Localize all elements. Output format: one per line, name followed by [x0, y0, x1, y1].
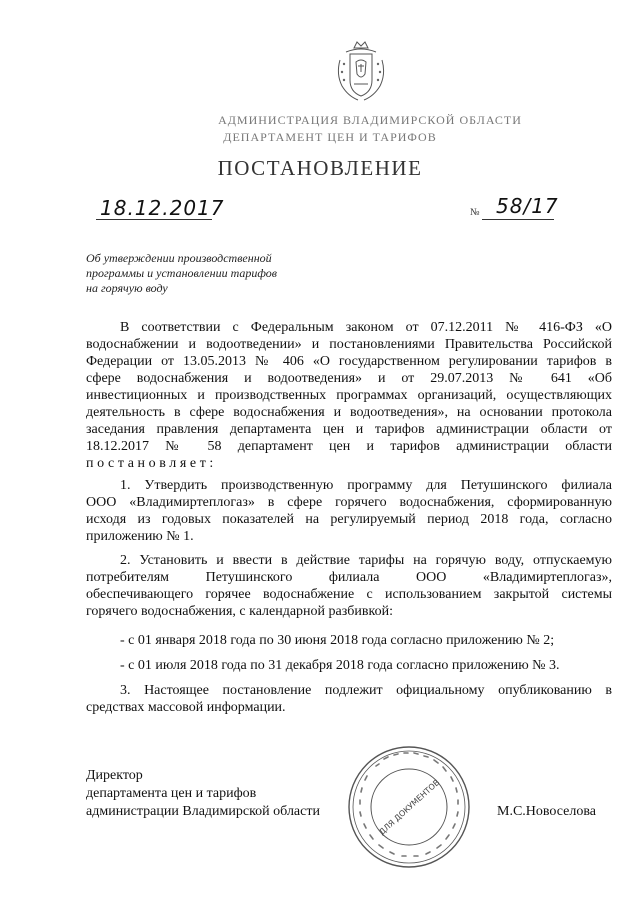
text-line: 18.12.2017 № 58 департамент цен и тарифов администрации области — [86, 439, 612, 454]
text-line: средствах массовой информации. — [86, 700, 286, 715]
text-line: 2. Установить и ввести в действие тарифы на горячую воду, отпускаемую — [120, 553, 612, 568]
signatory-name: М.С.Новоселова — [497, 804, 596, 819]
clause-2 — [86, 552, 612, 620]
clause-3 — [86, 682, 612, 716]
signatory-line: администрации Владимирской области — [86, 804, 320, 819]
text-line: потребителям Петушинского филиала ООО «Владимиртеплогаз», — [86, 570, 612, 585]
text-line: водоснабжении и водоотведении» и постановлениями Правительства Российской — [86, 337, 612, 352]
number-underline — [482, 219, 554, 220]
stamp-center-text: ДЛЯ ДОКУМЕНТОВ — [377, 777, 442, 837]
clause-1 — [86, 477, 612, 545]
text-line: Федерации от 13.05.2013 № 406 «О государственном регулировании тарифов в — [86, 354, 612, 369]
signatory-title — [86, 767, 320, 821]
text-line: исходя из годовых показателей на регулируемый период 2018 года, согласно — [86, 512, 612, 527]
signatory-line: департамента цен и тарифов — [86, 786, 257, 801]
text-line: - с 01 июля 2018 года по 31 декабря 2018 года согласно приложению № 3. — [120, 658, 560, 673]
document-number: 58/17 — [496, 194, 559, 218]
text-line: приложению № 1. — [86, 529, 194, 544]
text-line: сфере водоснабжения и водоотведения» и от 29.07.2013 № 641 «Об — [86, 371, 612, 386]
text-line: обеспечивающего горячее водоснабжение с использованием закрытой системы — [86, 587, 612, 602]
preamble-paragraph — [86, 319, 612, 472]
signatory-line: Директор — [86, 768, 143, 783]
administration-name: АДМИНИСТРАЦИЯ ВЛАДИМИРСКОЙ ОБЛАСТИ — [218, 113, 522, 127]
tariff-period-1 — [86, 632, 612, 649]
text-line: деятельность в сфере водоснабжения и водоотведения», на основании протокола — [86, 405, 612, 420]
official-stamp — [346, 744, 472, 870]
text-line: В соответствии с Федеральным законом от 07.12.2011 № 416-ФЗ «О — [120, 320, 612, 335]
tariff-period-2 — [86, 657, 612, 674]
subject-line: Об утверждении производственной — [86, 251, 272, 265]
text-line: заседания правления департамента цен и тарифов администрации области от — [86, 422, 612, 437]
text-line: 3. Настоящее постановление подлежит официальному опубликованию в — [120, 683, 612, 698]
document-subject — [86, 251, 316, 296]
subject-line: на горячую воду — [86, 281, 168, 295]
text-line: - с 01 января 2018 года по 30 июня 2018 года согласно приложению № 2; — [120, 633, 555, 648]
date-underline — [96, 219, 212, 220]
text-line: инвестиционных и производственных программах организаций, осуществляющих — [86, 388, 612, 403]
number-prefix: № — [470, 207, 480, 218]
resolves-word: постановляет: — [86, 456, 217, 471]
text-line: горячего водоснабжения, с календарной разбивкой: — [86, 604, 393, 619]
text-line: 1. Утвердить производственную программу для Петушинского филиала — [120, 478, 612, 493]
document-title: ПОСТАНОВЛЕНИЕ — [217, 156, 423, 180]
text-line: ООО «Владимиртеплогаз» в сфере горячего водоснабжения, сформированную — [86, 495, 612, 510]
subject-line: программы и установлении тарифов — [86, 266, 277, 280]
coat-of-arms-icon — [334, 40, 388, 104]
department-name: ДЕПАРТАМЕНТ ЦЕН И ТАРИФОВ — [223, 130, 437, 144]
document-date: 18.12.2017 — [100, 196, 225, 220]
